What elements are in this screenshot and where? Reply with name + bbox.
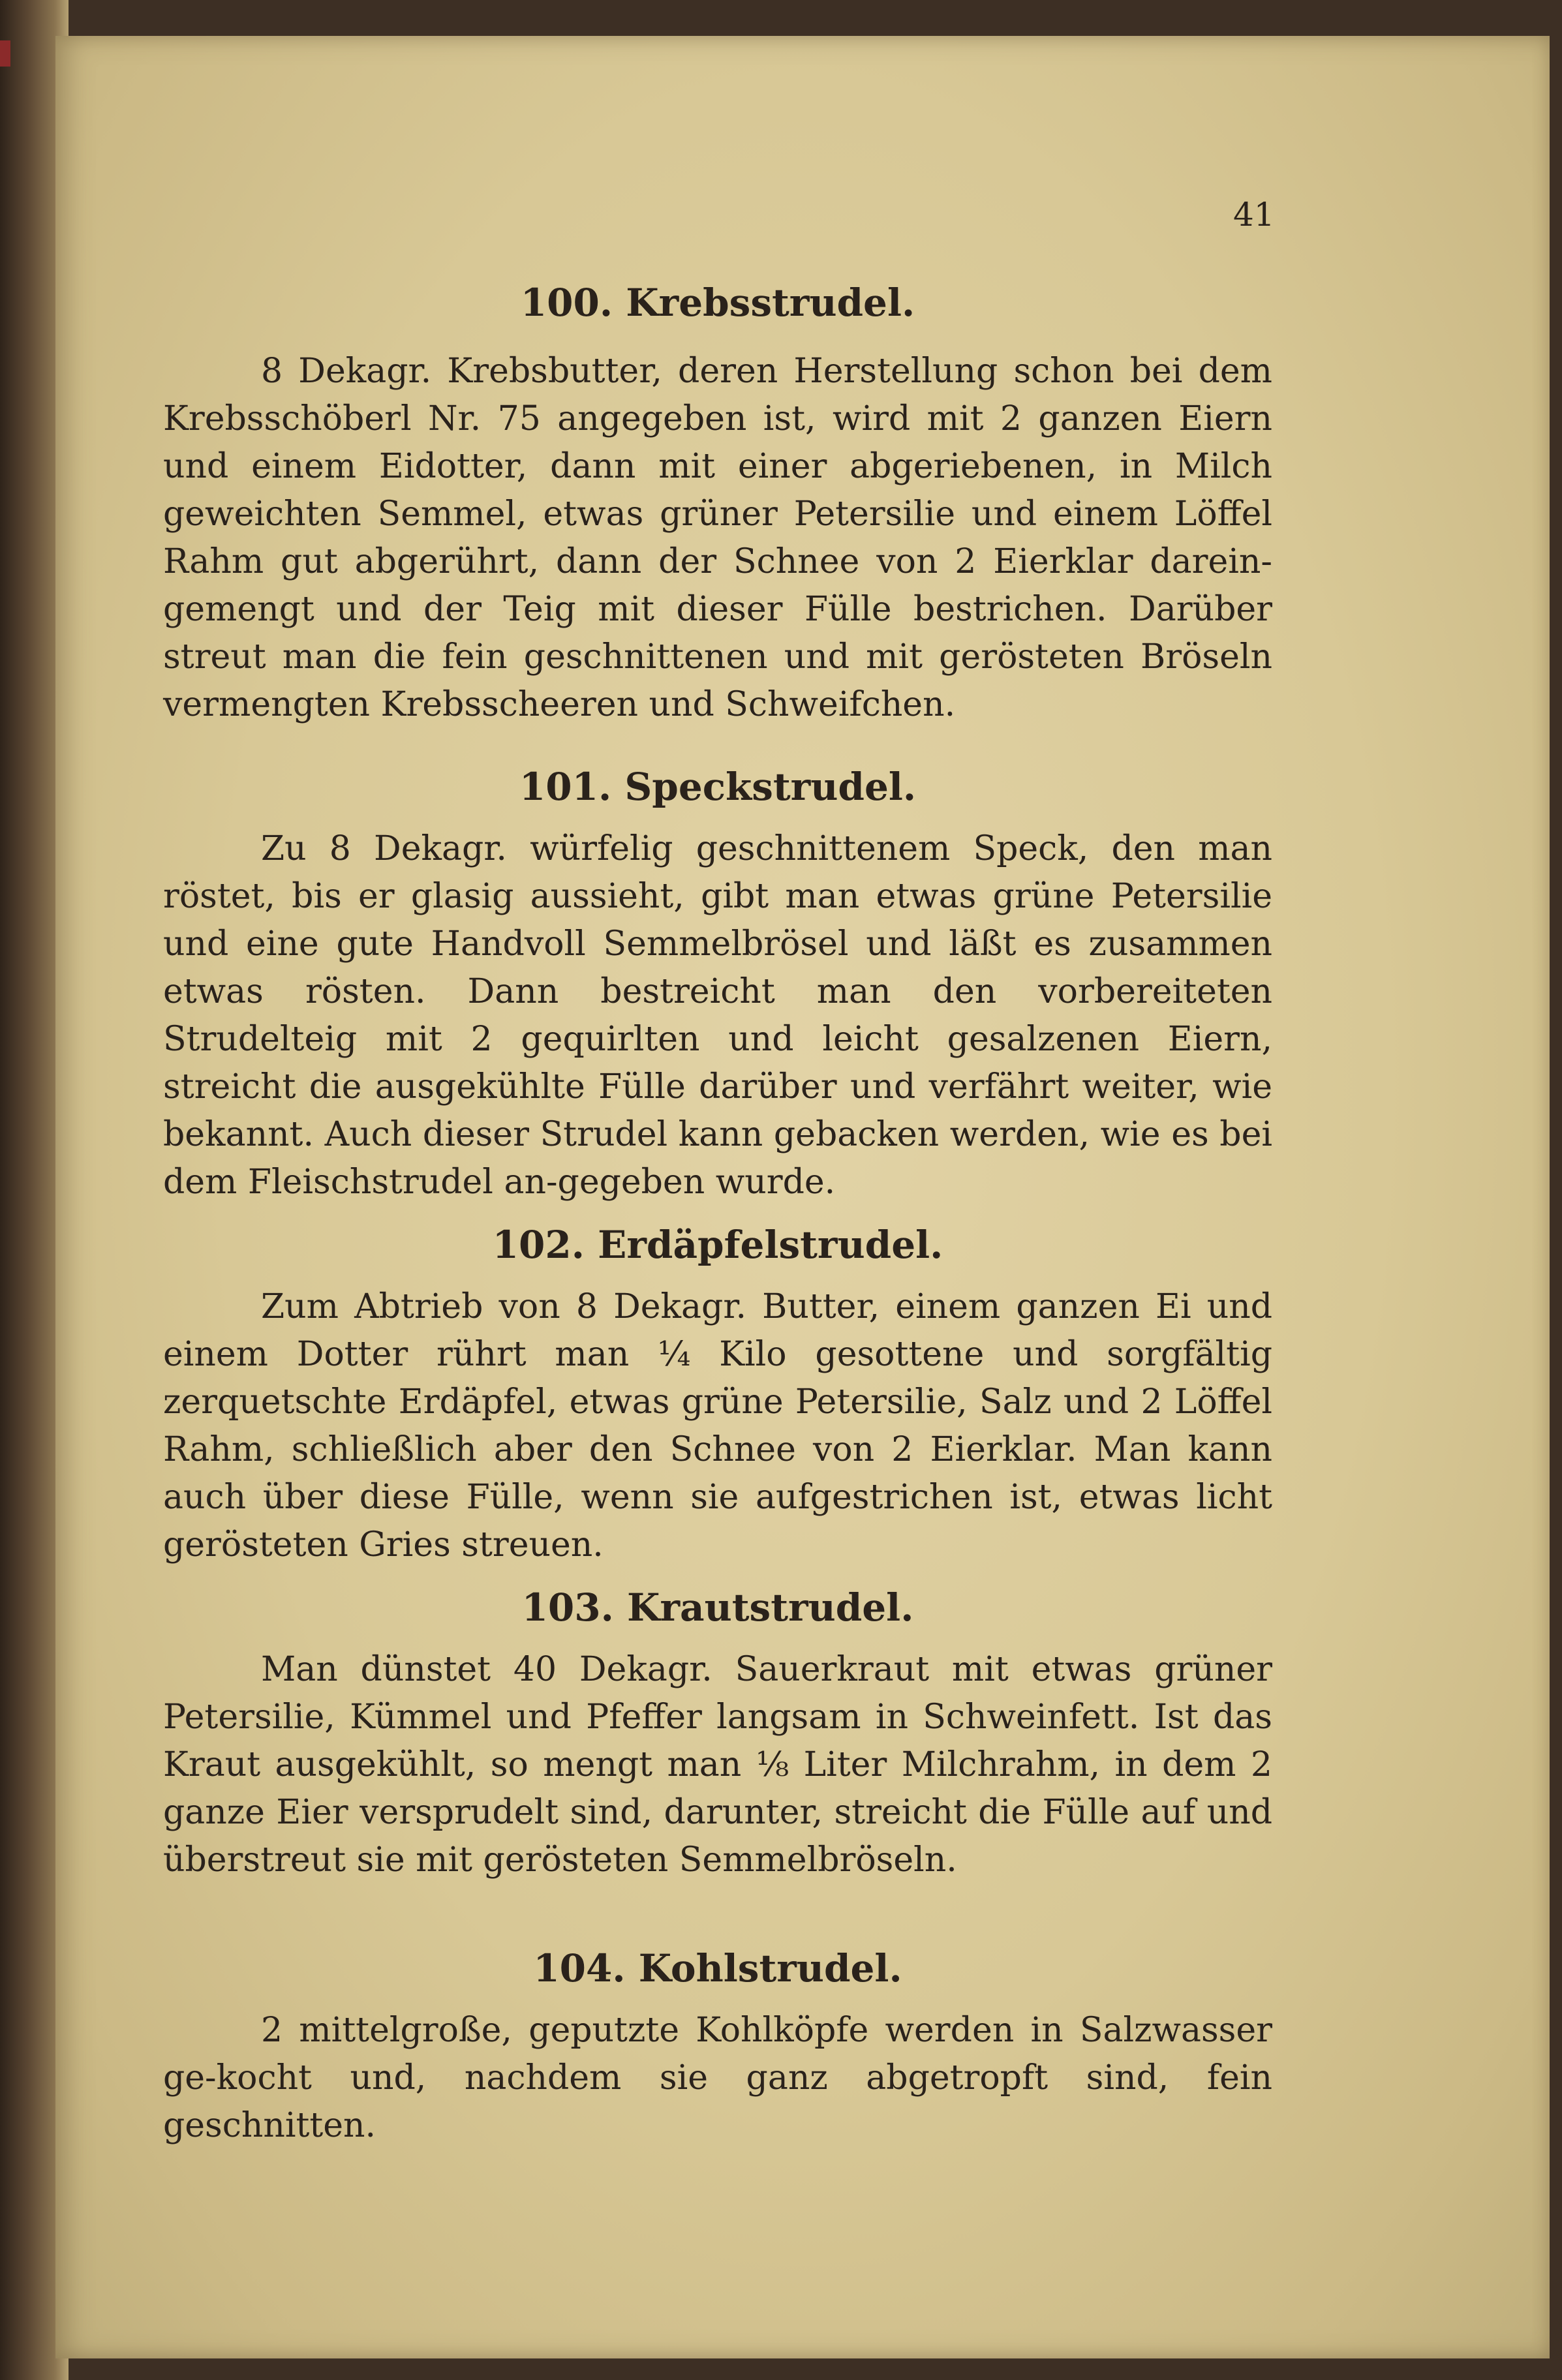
recipe-text-100: 8 Dekagr. Krebsbutter, deren Herstellung schon bei dem Krebsschöberl Nr. 75 angegeben ist, wird mit 2 ganzen Eiern und einem Eidotter, dann mit einer abgeriebenen, in Milch geweichten Semmel, etwas grüner Petersilie und einem Löffel Rahm gut abgerührt, dann der Schnee von 2 Eierklar darein-gemengt und der Teig mit dieser Fülle bestrichen. Darüber streut man die fein geschnittenen und mit gerösteten Bröseln vermengten Krebsscheeren und Schweifchen. bbox=[163, 352, 1272, 724]
recipe-text-103: Man dünstet 40 Dekagr. Sauerkraut mit etwas grüner Petersilie, Kümmel und Pfeffer langsam in Schweinfett. Ist das Kraut ausgekühlt, so mengt man ⅛ Liter Milchrahm, in dem 2 ganze Eier versprudelt sind, darunter, streicht die Fülle auf und überstreut sie mit gerösteten Semmelbröseln. bbox=[163, 1650, 1272, 1880]
recipe-heading-100: 100. Krebsstrudel. bbox=[520, 281, 915, 325]
page-content bbox=[163, 196, 1272, 2150]
spine-ribbon-mark bbox=[0, 40, 10, 67]
recipe-heading-103: 103. Krautstrudel. bbox=[521, 1585, 914, 1630]
page-number: 41 bbox=[1233, 196, 1275, 234]
recipe-text-102: Zum Abtrieb von 8 Dekagr. Butter, einem ganzen Ei und einem Dotter rührt man ¼ Kilo gesottene und sorgfältig zerquetschte Erdäpfel, etwas grüne Petersilie, Salz und 2 Löffel Rahm, schließlich aber den Schnee von 2 Eierklar. Man kann auch über diese Fülle, wenn sie aufgestrichen ist, etwas licht gerösteten Gries streuen. bbox=[163, 1287, 1272, 1564]
recipe-text-101: Zu 8 Dekagr. würfelig geschnittenem Speck, den man röstet, bis er glasig aussieht, gibt man etwas grüne Petersilie und eine gute Handvoll Semmelbrösel und läßt es zusammen etwas rösten. Dann bestreicht man den vorbereiteten Strudelteig mit 2 gequirlten und leicht gesalzenen Eiern, streicht die ausgekühlte Fülle darüber und verfährt weiter, wie bekannt. Auch dieser Strudel kann gebacken werden, wie es bei dem Fleischstrudel an-gegeben wurde. bbox=[163, 829, 1272, 1202]
recipe-text-104: 2 mittelgroße, geputzte Kohlköpfe werden in Salzwasser ge-kocht und, nachdem sie ganz abgetropft sind, fein geschnitten. bbox=[163, 2011, 1272, 2145]
recipe-heading-101: 101. Speckstrudel. bbox=[519, 765, 917, 809]
recipe-heading-104: 104. Kohlstrudel. bbox=[533, 1946, 902, 1991]
recipe-heading-102: 102. Erdäpfelstrudel. bbox=[492, 1223, 943, 1267]
